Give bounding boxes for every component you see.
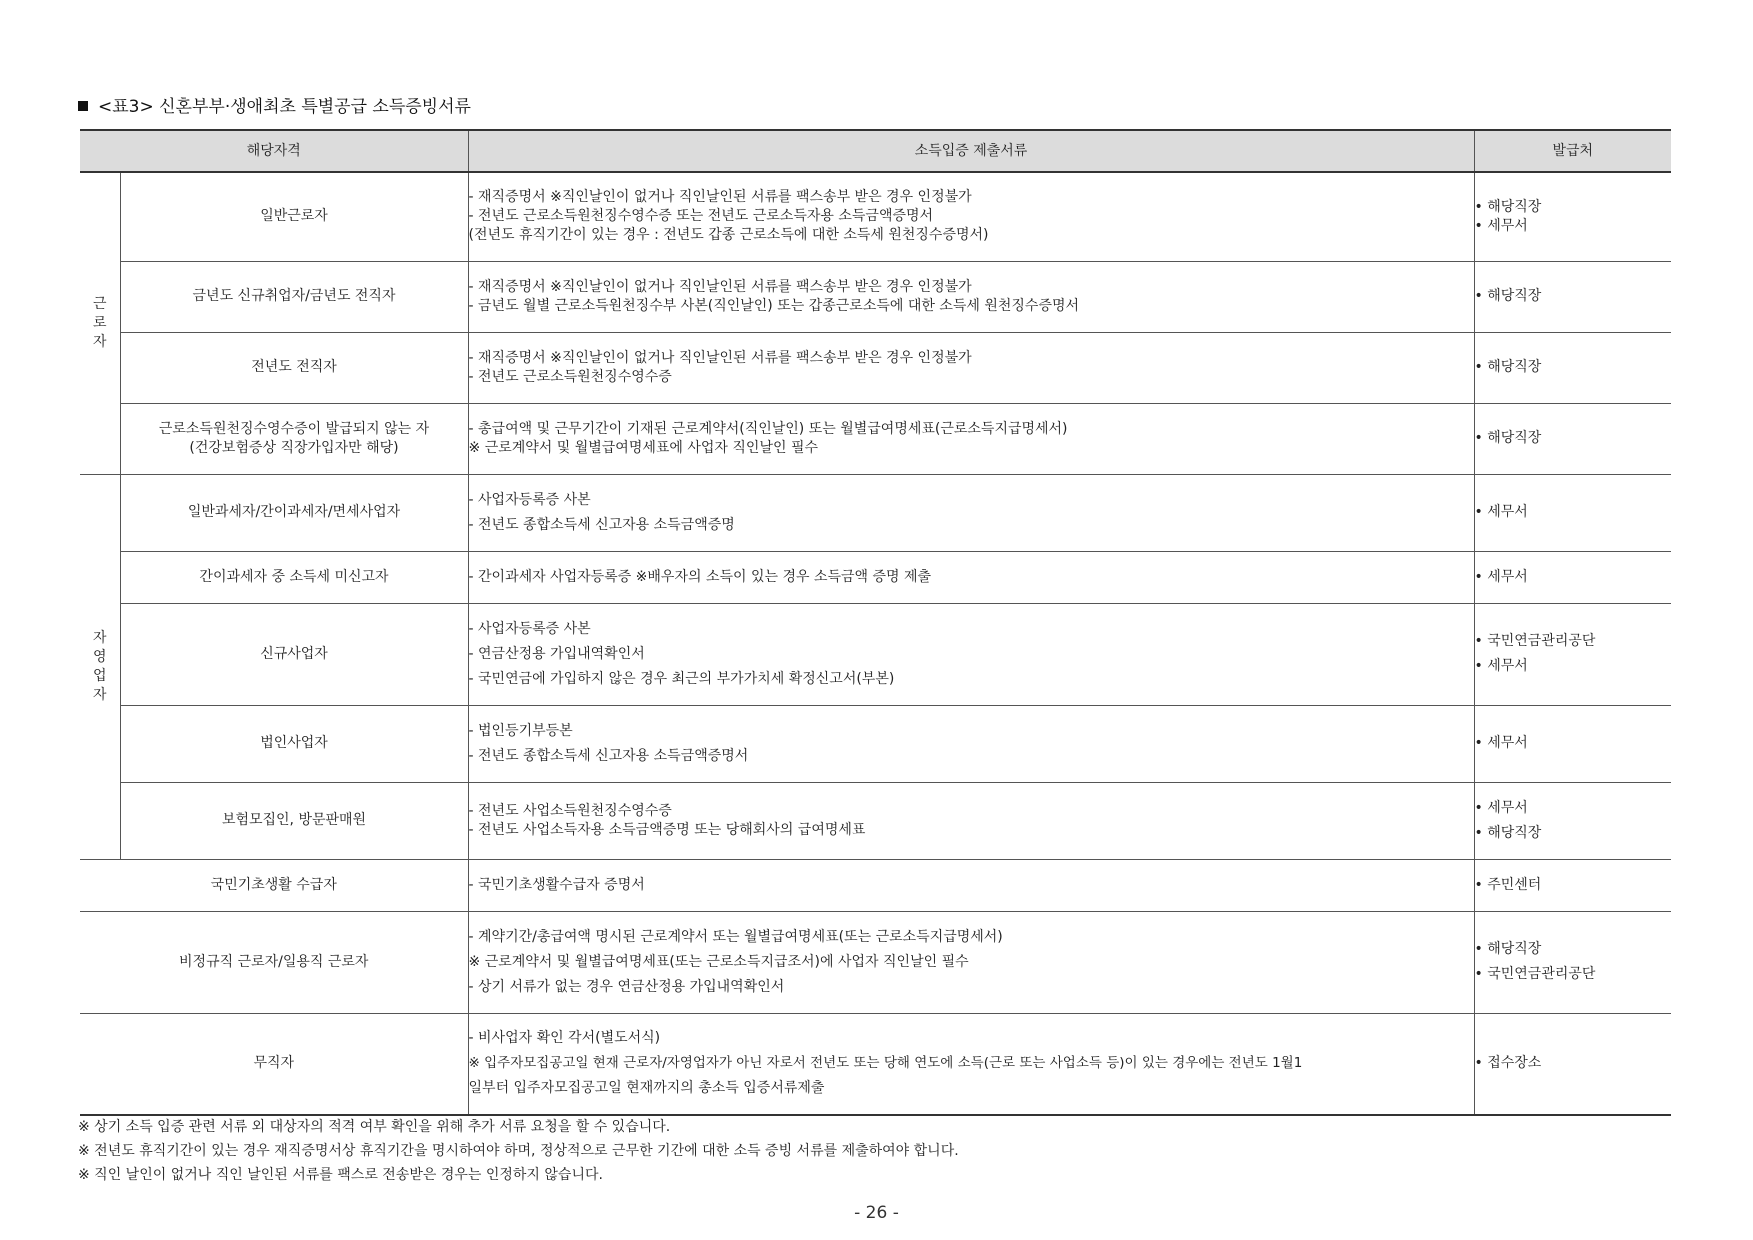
- category-employee: [80, 172, 120, 474]
- square-bullet-icon: [78, 101, 88, 111]
- issuer-cell: • 세무서: [1474, 474, 1671, 551]
- documents-cell: - 간이과세자 사업자등록증 ※배우자의 소득이 있는 경우 소득금액 증명 제출: [468, 551, 1474, 603]
- qualification-cell: 국민기초생활 수급자: [80, 859, 468, 911]
- page-number: - 26 -: [854, 1203, 899, 1223]
- table-row: [80, 1013, 1671, 1115]
- documents-cell: - 재직증명서 ※직인날인이 없거나 직인날인된 서류를 팩스송부 받은 경우 인정불가 - 금년도 월별 근로소득원천징수부 사본(직인날인) 또는 갑종근로소득에 대한 소득세 원천징수증명서: [468, 261, 1474, 332]
- issuer-cell: • 해당직장 • 세무서: [1474, 172, 1671, 261]
- documents-cell: - 비사업자 확인 각서(별도서식) ※ 입주자모집공고일 현재 근로자/자영업자가 아닌 자로서 전년도 또는 당해 연도에 소득(근로 또는 사업소득 등)이 있는 경우에는 전년도 1월1 일부터 입주자모집공고일 현재까지의 총소득 입증서류제출: [468, 1013, 1474, 1115]
- documents-cell: - 법인등기부등본 - 전년도 종합소득세 신고자용 소득금액증명서: [468, 705, 1474, 782]
- documents-cell: - 재직증명서 ※직인날인이 없거나 직인날인된 서류를 팩스송부 받은 경우 인정불가 - 전년도 근로소득원천징수영수증: [468, 332, 1474, 403]
- issuer-cell: • 해당직장 • 국민연금관리공단: [1474, 911, 1671, 1013]
- issuer-cell: • 주민센터: [1474, 859, 1671, 911]
- table-row: [80, 859, 1671, 911]
- footnote: ※ 전년도 휴직기간이 있는 경우 재직증명서상 휴직기간을 명시하여야 하며, 정상적으로 근무한 기간에 대한 소득 증빙 서류를 제출하여야 합니다.: [78, 1143, 959, 1159]
- qualification-cell: 보험모집인, 방문판매원: [120, 782, 468, 859]
- table-row: [80, 261, 1671, 332]
- documents-cell: - 국민기초생활수급자 증명서: [468, 859, 1474, 911]
- table-row: [80, 911, 1671, 1013]
- issuer-cell: • 세무서: [1474, 551, 1671, 603]
- table-row: [80, 332, 1671, 403]
- qualification-cell: 일반근로자: [120, 172, 468, 261]
- table-row: [80, 782, 1671, 859]
- category-char: 근: [92, 295, 107, 312]
- qualification-cell: 전년도 전직자: [120, 332, 468, 403]
- category-self-employed: [80, 474, 120, 859]
- qualification-cell: 신규사업자: [120, 603, 468, 705]
- qualification-cell: 무직자: [80, 1013, 468, 1115]
- income-proof-table: [80, 129, 1671, 1116]
- issuer-cell: • 해당직장: [1474, 332, 1671, 403]
- issuer-cell: • 세무서 • 해당직장: [1474, 782, 1671, 859]
- qualification-cell: 금년도 신규취업자/금년도 전직자: [120, 261, 468, 332]
- category-char: 자: [92, 333, 107, 350]
- footnote: ※ 상기 소득 입증 관련 서류 외 대상자의 적격 여부 확인을 위해 추가 서류 요청을 할 수 있습니다.: [78, 1119, 671, 1135]
- qualification-cell: 간이과세자 중 소득세 미신고자: [120, 551, 468, 603]
- issuer-cell: • 해당직장: [1474, 261, 1671, 332]
- documents-cell: - 전년도 사업소득원천징수영수증 - 전년도 사업소득자용 소득금액증명 또는 당해회사의 급여명세표: [468, 782, 1474, 859]
- documents-cell: - 총급여액 및 근무기간이 기재된 근로계약서(직인날인) 또는 월별급여명세표(근로소득지급명세서) ※ 근로계약서 및 월별급여명세표에 사업자 직인날인 필수: [468, 403, 1474, 474]
- category-char: 로: [92, 314, 107, 331]
- qualification-cell: 법인사업자: [120, 705, 468, 782]
- issuer-cell: • 국민연금관리공단 • 세무서: [1474, 603, 1671, 705]
- table-title: [78, 92, 471, 117]
- documents-cell: - 계약기간/총급여액 명시된 근로계약서 또는 월별급여명세표(또는 근로소득지급명세서) ※ 근로계약서 및 월별급여명세표(또는 근로소득지급조서)에 사업자 직인날인 필수 - 상기 서류가 없는 경우 연금산정용 가입내역확인서: [468, 911, 1474, 1013]
- issuer-cell: • 접수장소: [1474, 1013, 1671, 1115]
- table-row: [80, 705, 1671, 782]
- qualification-cell: 근로소득원천징수영수증이 발급되지 않는 자 (건강보험증상 직장가입자만 해당): [120, 403, 468, 474]
- qualification-cell: 일반과세자/간이과세자/면세사업자: [120, 474, 468, 551]
- table-row: [80, 551, 1671, 603]
- header-issuer: 발급처: [1474, 130, 1671, 172]
- table-row: [80, 403, 1671, 474]
- footnote: ※ 직인 날인이 없거나 직인 날인된 서류를 팩스로 전송받은 경우는 인정하지 않습니다.: [78, 1167, 603, 1183]
- table-title-text: <표3> 신혼부부·생애최초 특별공급 소득증빙서류: [98, 97, 471, 117]
- table-row: [80, 172, 1671, 261]
- category-char: 업: [92, 667, 107, 684]
- table-row: [80, 603, 1671, 705]
- documents-cell: - 사업자등록증 사본 - 전년도 종합소득세 신고자용 소득금액증명: [468, 474, 1474, 551]
- documents-cell: - 재직증명서 ※직인날인이 없거나 직인날인된 서류를 팩스송부 받은 경우 인정불가 - 전년도 근로소득원천징수영수증 또는 전년도 근로소득자용 소득금액증명서 (전년도 휴직기간이 있는 경우 : 전년도 갑종 근로소득에 대한 소득세 원천징수증명서): [468, 172, 1474, 261]
- table-row: [80, 474, 1671, 551]
- qualification-cell: 비정규직 근로자/일용직 근로자: [80, 911, 468, 1013]
- issuer-cell: • 세무서: [1474, 705, 1671, 782]
- header-qualification: 해당자격: [80, 130, 468, 172]
- category-char: 영: [92, 648, 107, 665]
- header-documents: 소득입증 제출서류: [468, 130, 1474, 172]
- category-char: 자: [92, 686, 107, 703]
- category-char: 자: [92, 629, 107, 646]
- issuer-cell: • 해당직장: [1474, 403, 1671, 474]
- footnotes: [78, 1115, 959, 1187]
- documents-cell: - 사업자등록증 사본 - 연금산정용 가입내역확인서 - 국민연금에 가입하지 않은 경우 최근의 부가가치세 확정신고서(부본): [468, 603, 1474, 705]
